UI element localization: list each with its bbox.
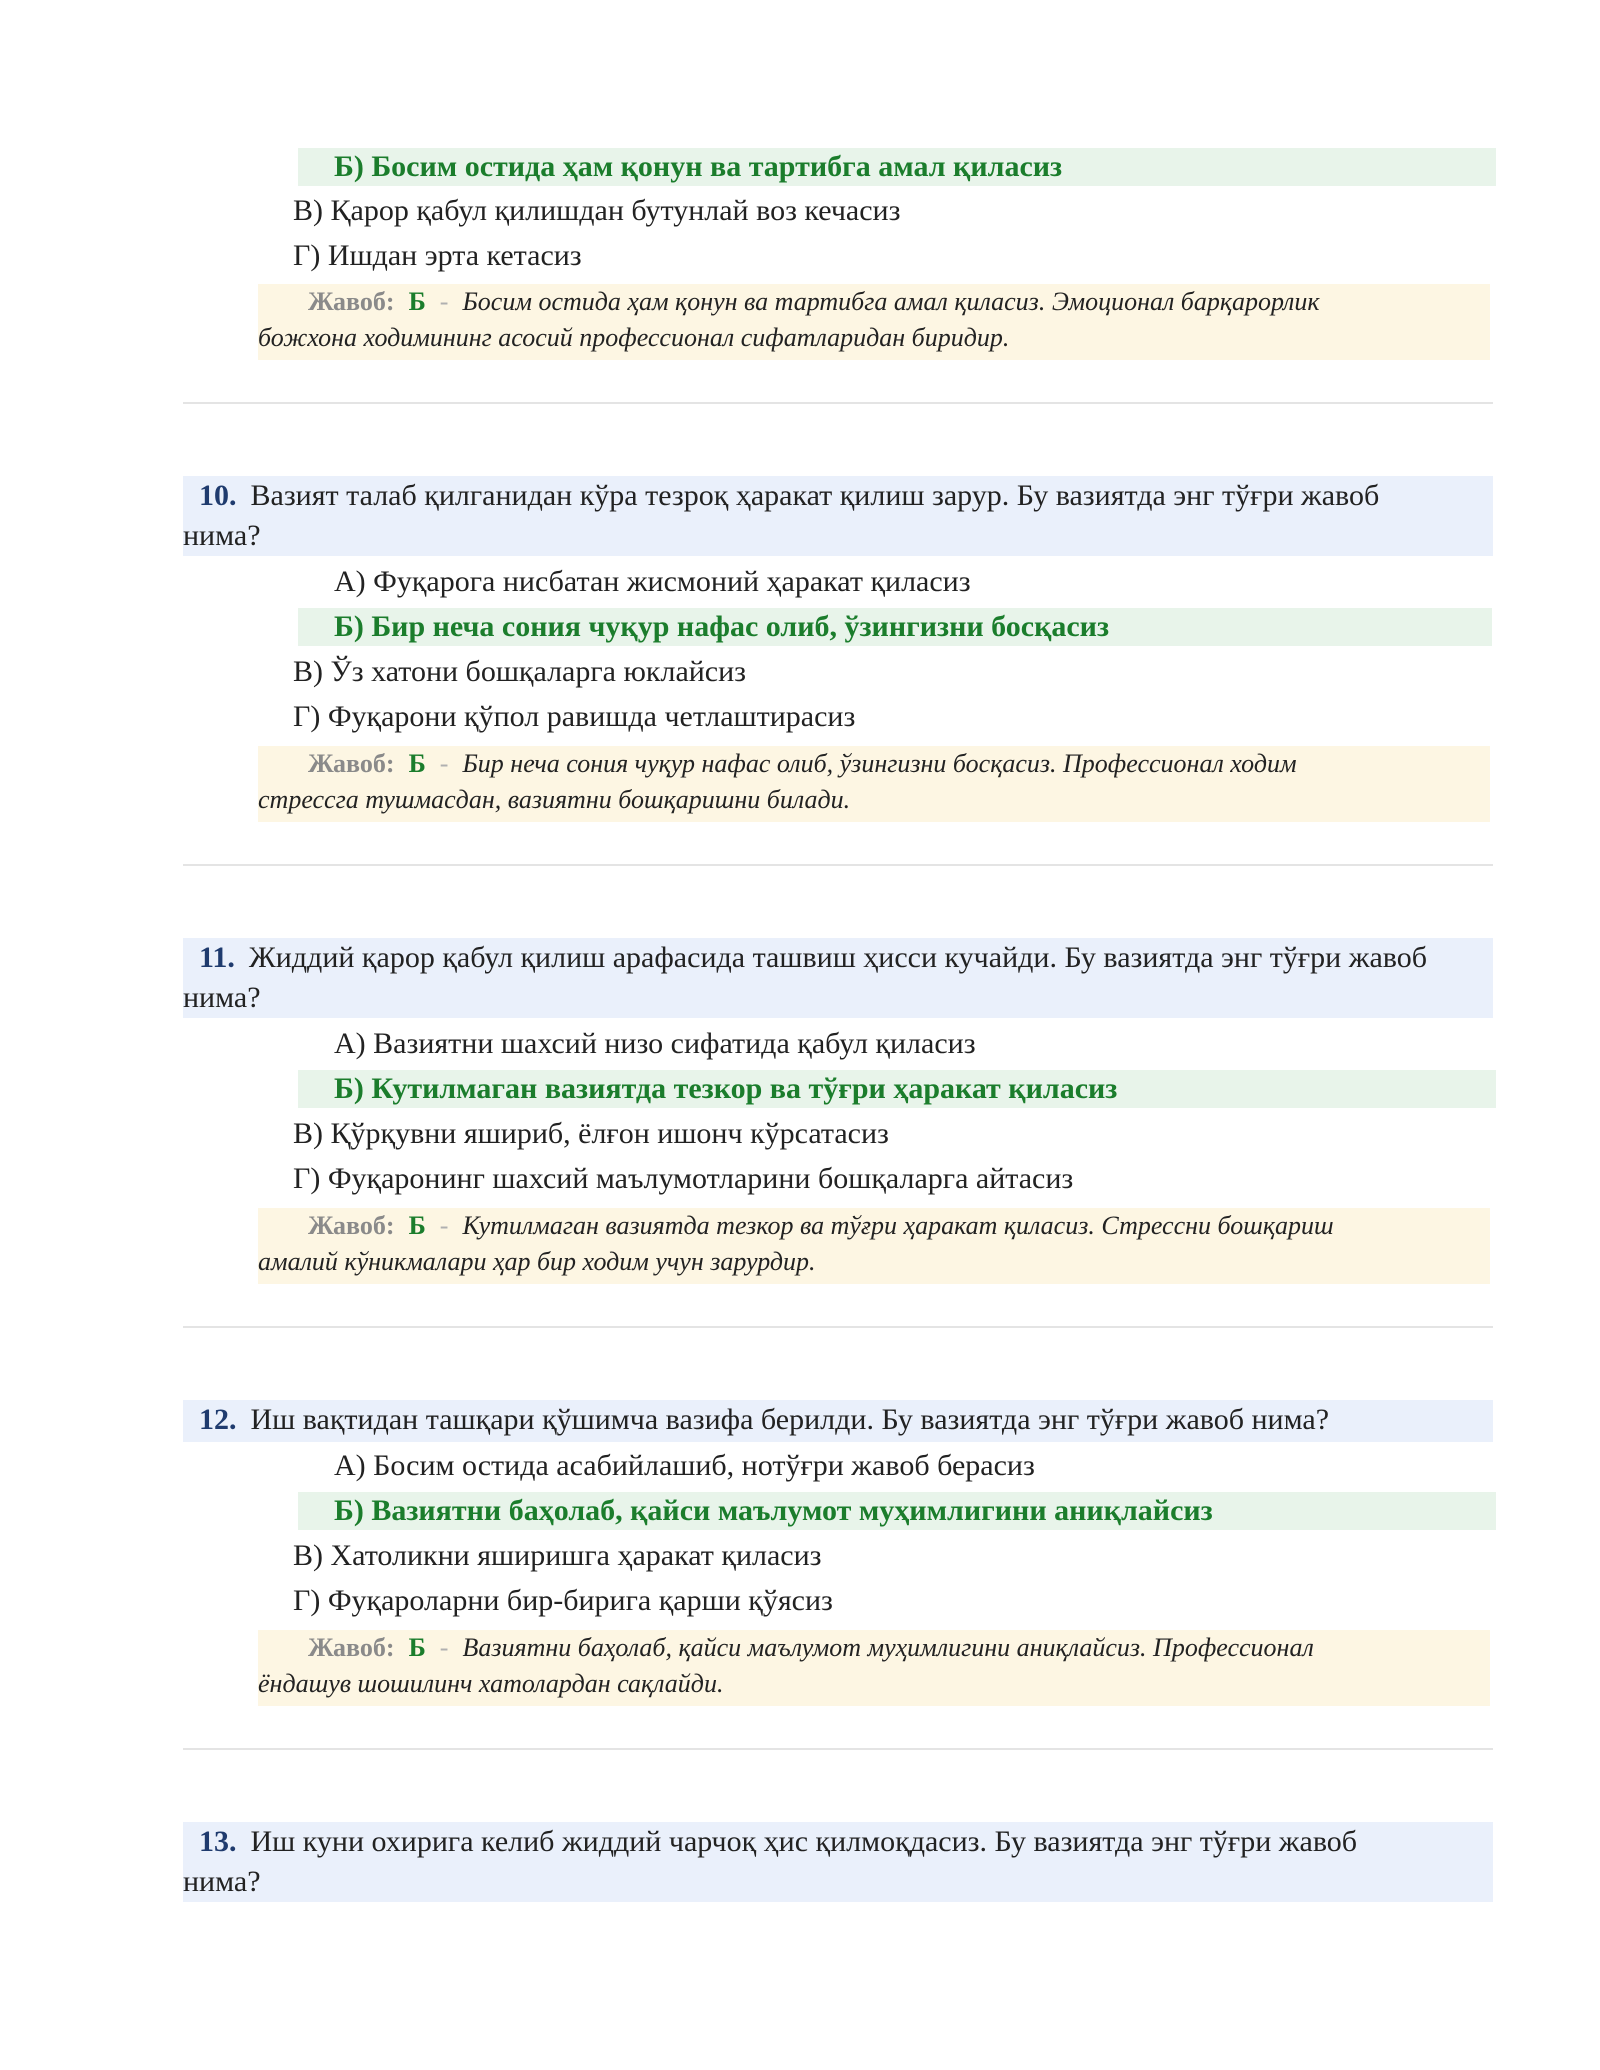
answer-text: Бир неча сония чуқур нафас олиб, ўзингизни босқасиз. Профессионал ходим: [462, 749, 1297, 778]
answer-text: Кутилмаган вазиятда тезкор ва тўғри ҳаракат қиласиз. Стрессни бошқариш: [462, 1211, 1334, 1240]
answer-box: [258, 284, 1490, 360]
option-b-correct: Б) Кутилмаган вазиятда тезкор ва тўғри ҳаракат қиласиз: [298, 1070, 1496, 1108]
option-a: А) Фуқарога нисбатан жисмоний ҳаракат қиласиз: [334, 565, 971, 598]
question-12: [183, 1400, 1493, 1442]
answer-box: [258, 1208, 1490, 1284]
question-text-continued: нима?: [183, 1865, 261, 1898]
question-text: Иш куни охирига келиб жиддий чарчоқ ҳис қилмоқдасиз. Бу вазиятда энг тўғри жавоб: [250, 1825, 1358, 1858]
question-text: Иш вақтидан ташқари қўшимча вазифа берилди. Бу вазиятда энг тўғри жавоб нима?: [250, 1403, 1330, 1436]
question-number: 12.: [199, 1403, 237, 1436]
answer-letter: Б: [408, 1633, 426, 1662]
divider: [183, 1326, 1493, 1328]
question-number: 10.: [199, 479, 237, 512]
answer-text-continued: амалий кўникмалари ҳар бир ходим учун зарурдир.: [258, 1247, 816, 1276]
divider: [183, 864, 1493, 866]
answer-label: Жавоб:: [308, 287, 395, 316]
option-v: В) Ўз хатони бошқаларга юклайсиз: [293, 655, 747, 688]
question-13: [183, 1822, 1493, 1902]
answer-letter: Б: [408, 287, 426, 316]
answer-text-continued: стрессга тушмасдан, вазиятни бошқаришни билади.: [258, 785, 851, 814]
option-b-correct: Б) Бир неча сония чуқур нафас олиб, ўзингизни босқасиз: [298, 608, 1492, 646]
question-number: 13.: [199, 1825, 237, 1858]
question-11: [183, 938, 1493, 1018]
question-text-continued: нима?: [183, 519, 261, 552]
option-a: А) Босим остида асабийлашиб, нотўғри жавоб берасиз: [334, 1449, 1035, 1482]
question-text: Вазият талаб қилганидан кўра тезроқ ҳаракат қилиш зарур. Бу вазиятда энг тўғри жавоб: [250, 479, 1380, 512]
answer-box: [258, 746, 1490, 822]
answer-label: Жавоб:: [308, 1211, 395, 1240]
option-b-correct: Б) Босим остида ҳам қонун ва тартибга амал қиласиз: [298, 148, 1496, 186]
divider: [183, 1748, 1493, 1750]
answer-letter: Б: [408, 749, 426, 778]
answer-label: Жавоб:: [308, 749, 395, 778]
question-text-continued: нима?: [183, 981, 261, 1014]
option-v: В) Қўрқувни яшириб, ёлғон ишонч кўрсатасиз: [293, 1117, 889, 1150]
answer-dash: -: [439, 749, 449, 778]
divider: [183, 402, 1493, 404]
option-b-correct: Б) Вазиятни баҳолаб, қайси маълумот муҳимлигини аниқлайсиз: [298, 1492, 1496, 1530]
question-10: [183, 476, 1493, 556]
answer-text: Босим остида ҳам қонун ва тартибга амал қиласиз. Эмоционал барқарорлик: [462, 287, 1320, 316]
answer-text: Вазиятни баҳолаб, қайси маълумот муҳимлигини аниқлайсиз. Профессионал: [462, 1633, 1314, 1662]
answer-dash: -: [439, 287, 449, 316]
answer-text-continued: божхона ходимининг асосий профессионал сифатларидан биридир.: [258, 323, 1010, 352]
answer-box: [258, 1630, 1490, 1706]
option-g: Г) Фуқаронинг шахсий маълумотларини бошқаларга айтасиз: [293, 1162, 1074, 1195]
answer-text-continued: ёндашув шошилинч хатолардан сақлайди.: [258, 1669, 724, 1698]
option-g: Г) Фуқароларни бир-бирига қарши қўясиз: [293, 1584, 833, 1617]
option-v: В) Қарор қабул қилишдан бутунлай воз кечасиз: [293, 194, 901, 227]
question-number: 11.: [199, 941, 235, 974]
answer-label: Жавоб:: [308, 1633, 395, 1662]
option-v: В) Хатоликни яширишга ҳаракат қиласиз: [293, 1539, 822, 1572]
answer-dash: -: [439, 1211, 449, 1240]
option-g: Г) Фуқарони қўпол равишда четлаштирасиз: [293, 700, 856, 733]
question-text: Жиддий қарор қабул қилиш арафасида ташвиш ҳисси кучайди. Бу вазиятда энг тўғри жавоб: [248, 941, 1427, 974]
option-g: Г) Ишдан эрта кетасиз: [293, 239, 582, 272]
option-a: А) Вазиятни шахсий низо сифатида қабул қиласиз: [334, 1027, 976, 1060]
answer-letter: Б: [408, 1211, 426, 1240]
answer-dash: -: [439, 1633, 449, 1662]
